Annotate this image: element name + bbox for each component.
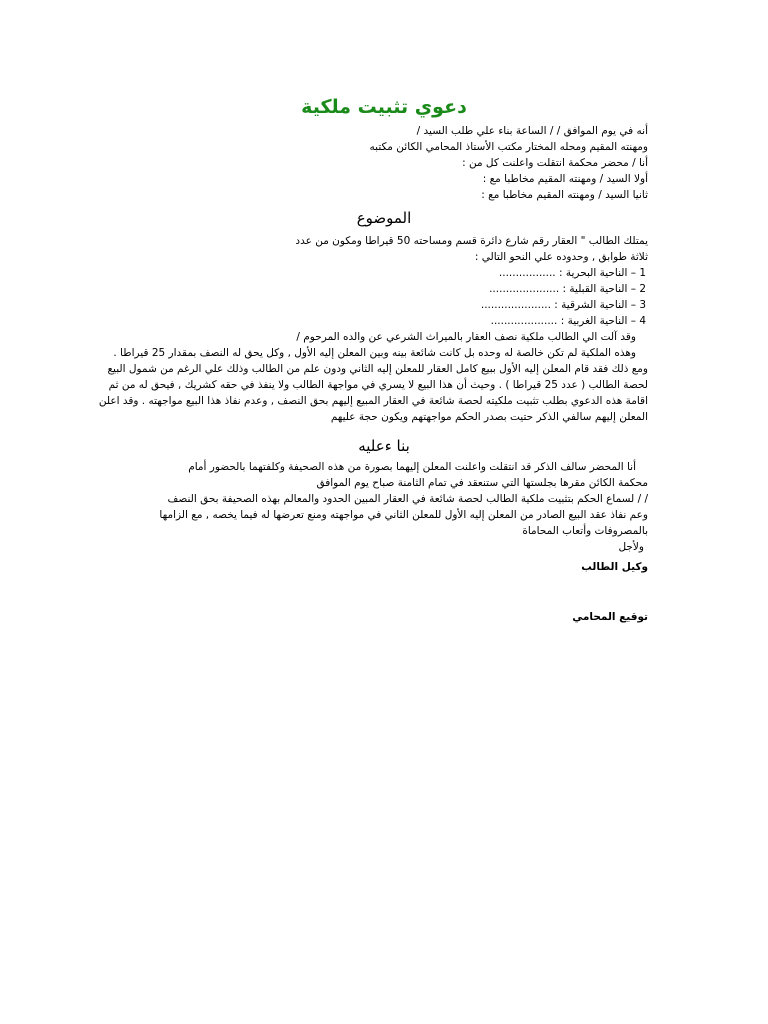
boundary-north: 1 – الناحية البحرية : .................: [498, 267, 646, 279]
therefore-heading: بنا ءعليه: [358, 437, 410, 455]
therefore-line: وعم نفاذ عقد البيع الصادر من المعلن إليه الأول للمعلن الثاني في مواجهته ومنع تعرضها له فيما يخصه , مع الزامها: [159, 509, 648, 521]
therefore-line: ولأجل: [618, 541, 644, 553]
intro-line: أولا السيد / ومهنته المقيم مخاطبا مع :: [482, 173, 648, 185]
therefore-line: أنا المحضر سالف الذكر قد انتقلت واعلنت المعلن إليهما بصورة من هذه الصحيفة وكلفتهما بالحضور أمام: [188, 461, 636, 473]
subject-heading: الموضوع: [356, 209, 412, 227]
therefore-line: / / لسماع الحكم بتثبيت ملكية الطالب لحصة شائعة في العقار المبين الحدود والمعالم بهذه الصحيفة بحق النصف: [167, 493, 648, 505]
intro-line: ثانيا السيد / ومهنته المقيم مخاطبا مع :: [481, 189, 648, 201]
boundary-west: 4 – الناحية الغربية : ....................: [490, 315, 646, 327]
lawyer-signature-label: توقيع المحامي: [572, 611, 648, 623]
subject-line: ثلاثة طوابق , وحدوده علي النحو التالي :: [474, 251, 648, 263]
paragraph-line: وقد آلت الي الطالب ملكية نصف العقار بالميراث الشرعي عن والده المرحوم /: [296, 331, 636, 343]
paragraph-line: لحصة الطالب ( عدد 25 قيراطا ) . وحيث أن هذا البيع لا يسري في مواجهة الطالب ولا ينفذ في حقه كشريك , فيحق له من ثم: [108, 379, 648, 391]
document-title: دعوي تثبيت ملكية: [301, 96, 467, 118]
therefore-line: محكمة الكائن مقرها بجلستها التي ستنعقد في تمام الثامنة صباح يوم الموافق: [316, 477, 648, 489]
subject-line: يمتلك الطالب " العقار رقم شارع دائرة قسم ومساحته 50 قيراطا ومكون من عدد: [295, 235, 648, 247]
agent-label: وكيل الطالب: [581, 561, 648, 573]
paragraph-line: ومع ذلك فقد قام المعلن إليه الأول ببيع كامل العقار للمعلن إليه الثاني ودون علم من الطالب وذلك علي الرغم من شمول البيع: [107, 363, 648, 375]
paragraph-line: وهذه الملكية لم تكن خالصة له وحده بل كانت شائعة بينه وبين المعلن إليه الأول , وكل يحق له النصف بمقدار 25 قيراطا .: [113, 347, 636, 359]
intro-line: أنا / محضر محكمة انتقلت واعلنت كل من :: [462, 157, 648, 169]
therefore-line: بالمصروفات وأتعاب المحاماة: [522, 525, 648, 537]
paragraph-line: اقامة هذه الدعوي بطلب تثبيت ملكيته لحصة شائعة في العقار المبيع إليهم بحق النصف , وعدم نفاذ هذا البيع مواجهته . وقد اعلن: [98, 395, 648, 407]
boundary-south: 2 – الناحية القبلية : .....................: [489, 283, 646, 295]
boundary-east: 3 – الناحية الشرقية : .....................: [480, 299, 646, 311]
paragraph-line: المعلن إليهم سالفي الذكر حتيت بصدر الحكم مواجهتهم ويكون حجة عليهم: [330, 411, 648, 423]
intro-line: أنه في يوم الموافق / / الساعة بناء علي طلب السيد /: [416, 125, 648, 137]
intro-line: ومهنته المقيم ومحله المختار مكتب الأستاذ المحامي الكائن مكتبه: [369, 141, 648, 153]
